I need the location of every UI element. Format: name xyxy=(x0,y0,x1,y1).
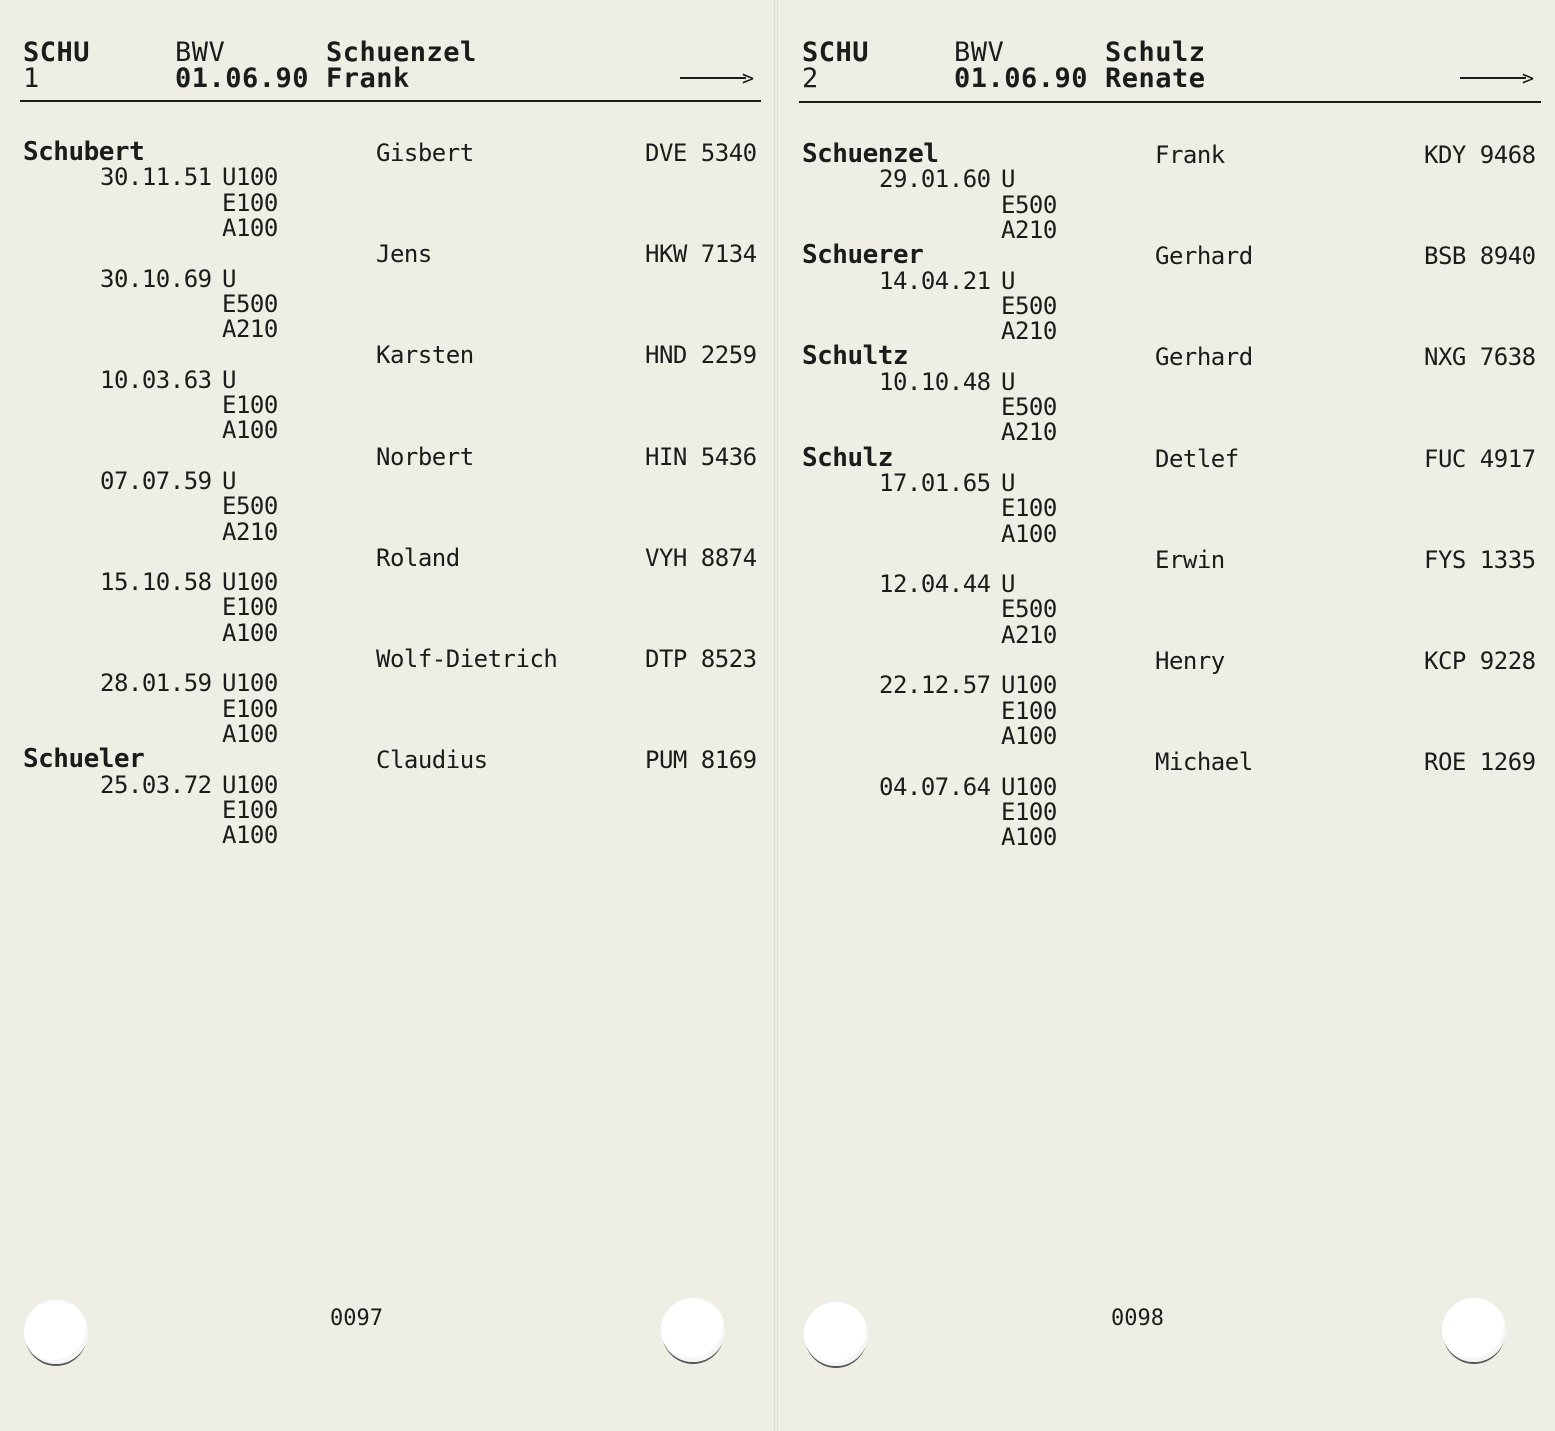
arrow-right-icon: > xyxy=(1460,68,1534,88)
entry-code: HND 2259 xyxy=(645,341,757,370)
entry-class: A210 xyxy=(1001,317,1057,346)
entry-birthdate: 30.11.51 xyxy=(100,163,212,192)
entry-birthdate: 17.01.65 xyxy=(879,468,991,497)
header-rule xyxy=(799,101,1541,103)
header-code: SCHU xyxy=(802,37,870,68)
punch-hole xyxy=(804,1302,868,1366)
entry-code: DVE 5340 xyxy=(645,139,757,167)
header-surname: Schulz xyxy=(1105,37,1206,68)
entry-class: E100 xyxy=(222,391,278,419)
page-number: 0097 xyxy=(330,1306,383,1331)
entry-class: E500 xyxy=(222,289,278,318)
entry-firstname: Wolf-Dietrich xyxy=(376,645,558,673)
entry-class: A100 xyxy=(1001,721,1057,750)
header-surname: Schuenzel xyxy=(326,37,477,68)
punch-hole xyxy=(24,1300,88,1364)
header-office: BWV xyxy=(954,37,1005,68)
entry-code: BSB 8940 xyxy=(1424,242,1536,271)
entry-birthdate: 15.10.58 xyxy=(100,568,212,597)
entry-code: NXG 7638 xyxy=(1424,343,1536,372)
entry-surname: Schulz xyxy=(802,442,893,473)
entry-surname: Schuenzel xyxy=(802,139,939,169)
entry-birthdate: 04.07.64 xyxy=(879,772,991,801)
entry-firstname: Erwin xyxy=(1155,545,1225,574)
entry-class: U xyxy=(222,466,236,495)
entry-surname: Schubert xyxy=(23,137,145,167)
entry-class: A210 xyxy=(222,315,278,344)
header-code: SCHU xyxy=(23,37,91,68)
entry-birthdate: 29.01.60 xyxy=(879,165,991,194)
header-firstname: Frank xyxy=(326,63,410,94)
entry-class: A210 xyxy=(222,517,278,546)
entry-class: U xyxy=(1001,570,1015,599)
entry-class: E100 xyxy=(222,694,278,723)
entry-birthdate: 10.10.48 xyxy=(879,367,991,396)
entry-class: U xyxy=(222,264,236,293)
entry-class: U xyxy=(1001,367,1015,396)
entry-surname: Schuerer xyxy=(802,240,924,271)
entry-class: A100 xyxy=(222,719,278,748)
entry-class: E500 xyxy=(1001,393,1057,421)
entry-birthdate: 12.04.44 xyxy=(879,570,991,599)
entry-class: E100 xyxy=(222,795,278,824)
page-number: 0098 xyxy=(1111,1306,1164,1331)
entry-class: U xyxy=(1001,468,1015,497)
entry-class: U100 xyxy=(1001,772,1057,801)
header-sheet: 1 xyxy=(23,63,40,94)
card-page-left xyxy=(0,0,774,1431)
entry-class: U100 xyxy=(222,669,278,698)
entry-birthdate: 25.03.72 xyxy=(100,770,212,799)
entry-class: A210 xyxy=(1001,418,1057,447)
entry-birthdate: 22.12.57 xyxy=(879,671,991,700)
entry-birthdate: 28.01.59 xyxy=(100,669,212,698)
entry-firstname: Jens xyxy=(376,240,432,269)
entry-class: E500 xyxy=(1001,291,1057,320)
entry-class: E100 xyxy=(222,593,278,622)
entry-class: E500 xyxy=(222,492,278,521)
entry-firstname: Detlef xyxy=(1155,444,1239,473)
entry-firstname: Claudius xyxy=(376,746,488,775)
header-date: 01.06.90 xyxy=(175,63,310,94)
entry-firstname: Henry xyxy=(1155,647,1225,675)
entry-code: ROE 1269 xyxy=(1424,748,1536,777)
entry-code: FYS 1335 xyxy=(1424,545,1536,574)
entry-firstname: Gisbert xyxy=(376,139,474,167)
entry-surname: Schultz xyxy=(802,341,909,372)
card-page-right xyxy=(778,0,1555,1431)
entry-class: E500 xyxy=(1001,595,1057,624)
entry-class: A100 xyxy=(1001,823,1057,852)
punch-hole xyxy=(1442,1298,1506,1362)
entry-class: A100 xyxy=(222,618,278,647)
entry-class: E100 xyxy=(1001,696,1057,725)
entry-code: DTP 8523 xyxy=(645,645,757,673)
entry-class: U100 xyxy=(222,163,278,192)
entry-class: U100 xyxy=(1001,671,1057,700)
entry-birthdate: 14.04.21 xyxy=(879,266,991,295)
entry-firstname: Gerhard xyxy=(1155,242,1253,271)
entry-class: E100 xyxy=(222,188,278,217)
entry-class: A100 xyxy=(222,821,278,850)
header-office: BWV xyxy=(175,37,226,68)
entry-class: E100 xyxy=(1001,797,1057,826)
entry-class: A100 xyxy=(1001,519,1057,548)
entry-birthdate: 10.03.63 xyxy=(100,365,212,394)
header-rule xyxy=(20,100,761,102)
entry-code: KDY 9468 xyxy=(1424,141,1536,169)
punch-hole xyxy=(661,1298,725,1362)
entry-firstname: Norbert xyxy=(376,442,474,471)
entry-class: U100 xyxy=(222,770,278,799)
arrow-right-icon: > xyxy=(680,68,754,88)
entry-code: HKW 7134 xyxy=(645,240,757,269)
entry-birthdate: 07.07.59 xyxy=(100,466,212,495)
header-firstname: Renate xyxy=(1105,63,1206,94)
entry-class: E100 xyxy=(1001,494,1057,523)
entry-firstname: Frank xyxy=(1155,141,1225,169)
entry-code: FUC 4917 xyxy=(1424,444,1536,473)
entry-code: VYH 8874 xyxy=(645,543,757,572)
entry-class: A210 xyxy=(1001,215,1057,244)
entry-class: A100 xyxy=(222,213,278,242)
entry-class: U xyxy=(1001,266,1015,295)
entry-code: PUM 8169 xyxy=(645,746,757,775)
entry-surname: Schueler xyxy=(23,744,145,775)
entry-class: E500 xyxy=(1001,190,1057,219)
entry-class: U xyxy=(1001,165,1015,194)
header-date: 01.06.90 xyxy=(954,63,1089,94)
entry-class: U xyxy=(222,365,236,394)
entry-birthdate: 30.10.69 xyxy=(100,264,212,293)
entry-code: KCP 9228 xyxy=(1424,647,1536,675)
entry-firstname: Gerhard xyxy=(1155,343,1253,372)
entry-class: U100 xyxy=(222,568,278,597)
entry-class: A210 xyxy=(1001,620,1057,649)
entry-firstname: Michael xyxy=(1155,748,1253,777)
entry-firstname: Roland xyxy=(376,543,460,572)
entry-code: HIN 5436 xyxy=(645,442,757,471)
header-sheet: 2 xyxy=(802,63,819,94)
entry-firstname: Karsten xyxy=(376,341,474,370)
entry-class: A100 xyxy=(222,416,278,445)
